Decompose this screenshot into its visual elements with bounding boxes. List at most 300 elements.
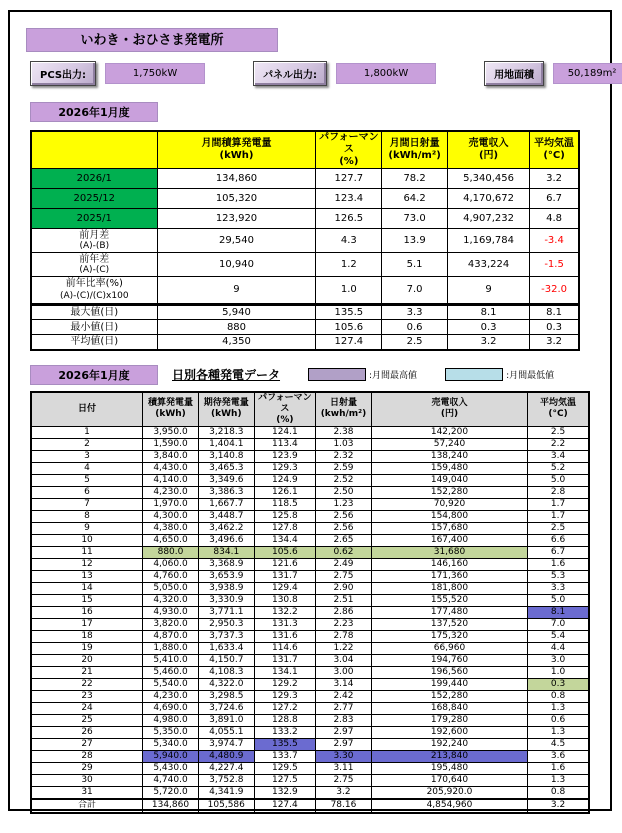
daily-row bbox=[31, 774, 589, 786]
cell: 5,940.0 bbox=[143, 750, 199, 762]
cell: 5,720.0 bbox=[143, 786, 199, 799]
cell: 3,840.0 bbox=[143, 450, 199, 462]
day-label: 21 bbox=[31, 666, 143, 678]
daily-row bbox=[31, 762, 589, 774]
day-label: 16 bbox=[31, 606, 143, 618]
day-label: 15 bbox=[31, 594, 143, 606]
cell: 2.42 bbox=[316, 690, 372, 702]
cell: 64.2 bbox=[382, 189, 448, 209]
row-label: 最大値(日) bbox=[31, 305, 157, 320]
cell: 2.90 bbox=[316, 582, 372, 594]
cell: 1.7 bbox=[528, 510, 589, 522]
cell: 4,760.0 bbox=[143, 570, 199, 582]
cell: 170,640 bbox=[371, 774, 527, 786]
corner-cell bbox=[31, 131, 157, 169]
daily-row bbox=[31, 450, 589, 462]
cell: 2.32 bbox=[316, 450, 372, 462]
row-label: 2025/1 bbox=[31, 209, 157, 229]
cell: 3.11 bbox=[316, 762, 372, 774]
cell: 132.2 bbox=[254, 606, 315, 618]
cell: 2.97 bbox=[316, 738, 372, 750]
cell: 3,465.3 bbox=[198, 462, 254, 474]
cell: 4,980.0 bbox=[143, 714, 199, 726]
daily-row bbox=[31, 582, 589, 594]
cell: 5,430.0 bbox=[143, 762, 199, 774]
cell: 2.23 bbox=[316, 618, 372, 630]
cell: 4,230.0 bbox=[143, 690, 199, 702]
cell: 3.04 bbox=[316, 654, 372, 666]
cell: 105.6 bbox=[254, 546, 315, 558]
cell: 834.1 bbox=[198, 546, 254, 558]
cell: 124.1 bbox=[254, 426, 315, 438]
cell: 133.2 bbox=[254, 726, 315, 738]
daily-row bbox=[31, 558, 589, 570]
cell: 1.0 bbox=[528, 666, 589, 678]
column-header: 月間日射量 (kWh/m²) bbox=[382, 131, 448, 169]
cell: 3,950.0 bbox=[143, 426, 199, 438]
day-label: 26 bbox=[31, 726, 143, 738]
day-label: 25 bbox=[31, 714, 143, 726]
daily-row bbox=[31, 666, 589, 678]
field-value-2: 50,189m² bbox=[553, 63, 622, 84]
cell: 4,055.1 bbox=[198, 726, 254, 738]
field-value-1: 1,800kW bbox=[336, 63, 436, 84]
cell: 4,140.0 bbox=[143, 474, 199, 486]
daily-row bbox=[31, 594, 589, 606]
cell: 167,400 bbox=[371, 534, 527, 546]
cell: 155,520 bbox=[371, 594, 527, 606]
cell: 152,280 bbox=[371, 690, 527, 702]
cell: 4,300.0 bbox=[143, 510, 199, 522]
cell: 1.3 bbox=[528, 702, 589, 714]
column-header: 平均気温 (°C) bbox=[528, 392, 589, 427]
row-label: 前年比率(%) (A)-(C)/(C)x100 bbox=[31, 277, 157, 305]
column-header: 平均気温 (°C) bbox=[530, 131, 579, 169]
cell: 5,460.0 bbox=[143, 666, 199, 678]
row-label: 2025/12 bbox=[31, 189, 157, 209]
cell: 1.6 bbox=[528, 762, 589, 774]
cell: 31,680 bbox=[371, 546, 527, 558]
daily-section-header bbox=[30, 365, 610, 385]
monthly-row bbox=[31, 320, 579, 335]
day-label: 22 bbox=[31, 678, 143, 690]
cell: 146,160 bbox=[371, 558, 527, 570]
row-label: 前年差 (A)-(C) bbox=[31, 253, 157, 277]
daily-row bbox=[31, 510, 589, 522]
cell: 5,050.0 bbox=[143, 582, 199, 594]
cell: 1.22 bbox=[316, 642, 372, 654]
cell: 3,771.1 bbox=[198, 606, 254, 618]
cell: 5,540.0 bbox=[143, 678, 199, 690]
cell: 1,169,784 bbox=[447, 229, 529, 253]
row-label: 2026/1 bbox=[31, 169, 157, 189]
daily-row bbox=[31, 546, 589, 558]
cell: 3,448.7 bbox=[198, 510, 254, 522]
cell: 1,404.1 bbox=[198, 438, 254, 450]
cell: 2.65 bbox=[316, 534, 372, 546]
cell: 3.14 bbox=[316, 678, 372, 690]
cell: 4.4 bbox=[528, 642, 589, 654]
cell: 171,360 bbox=[371, 570, 527, 582]
column-header: 積算発電量 (kWh) bbox=[143, 392, 199, 427]
day-label: 24 bbox=[31, 702, 143, 714]
daily-row bbox=[31, 799, 589, 813]
cell: 133.7 bbox=[254, 750, 315, 762]
cell: 4,430.0 bbox=[143, 462, 199, 474]
cell: 126.5 bbox=[316, 209, 382, 229]
monthly-row bbox=[31, 253, 579, 277]
cell: 1,970.0 bbox=[143, 498, 199, 510]
cell: 5.4 bbox=[528, 630, 589, 642]
cell: 1.03 bbox=[316, 438, 372, 450]
cell: 124.9 bbox=[254, 474, 315, 486]
day-label: 4 bbox=[31, 462, 143, 474]
monthly-summary-table bbox=[30, 130, 580, 351]
daily-row bbox=[31, 522, 589, 534]
day-label: 31 bbox=[31, 786, 143, 799]
cell: 127.4 bbox=[254, 799, 315, 813]
cell: 4,870.0 bbox=[143, 630, 199, 642]
cell: 3.3 bbox=[382, 305, 448, 320]
legend-monthly-max bbox=[308, 368, 417, 381]
day-label: 18 bbox=[31, 630, 143, 642]
daily-row bbox=[31, 690, 589, 702]
cell: 129.3 bbox=[254, 690, 315, 702]
daily-body bbox=[31, 426, 589, 813]
cell: 5,350.0 bbox=[143, 726, 199, 738]
day-label: 23 bbox=[31, 690, 143, 702]
field-button-1[interactable]: パネル出力: bbox=[253, 61, 327, 86]
cell: 134.4 bbox=[254, 534, 315, 546]
cell: 0.3 bbox=[528, 678, 589, 690]
cell: 3.4 bbox=[528, 450, 589, 462]
cell: -32.0 bbox=[530, 277, 579, 305]
cell: 3,298.5 bbox=[198, 690, 254, 702]
monthly-body bbox=[31, 169, 579, 350]
day-label: 6 bbox=[31, 486, 143, 498]
monthly-row bbox=[31, 305, 579, 320]
cell: 3,140.8 bbox=[198, 450, 254, 462]
cell: 2.50 bbox=[316, 486, 372, 498]
field-value-0: 1,750kW bbox=[105, 63, 205, 84]
header-fields bbox=[30, 61, 617, 86]
cell: 125.8 bbox=[254, 510, 315, 522]
cell: 154,800 bbox=[371, 510, 527, 522]
cell: 4,150.7 bbox=[198, 654, 254, 666]
cell: 57,240 bbox=[371, 438, 527, 450]
monthly-row bbox=[31, 169, 579, 189]
daily-row bbox=[31, 714, 589, 726]
day-label: 12 bbox=[31, 558, 143, 570]
cell: 1,880.0 bbox=[143, 642, 199, 654]
daily-row bbox=[31, 750, 589, 762]
cell: 2.8 bbox=[528, 486, 589, 498]
cell: 1.6 bbox=[528, 558, 589, 570]
day-label: 合計 bbox=[31, 799, 143, 813]
day-label: 1 bbox=[31, 426, 143, 438]
legend-max-swatch bbox=[308, 368, 366, 381]
cell: 168,840 bbox=[371, 702, 527, 714]
day-label: 7 bbox=[31, 498, 143, 510]
cell: 149,040 bbox=[371, 474, 527, 486]
cell: 2.52 bbox=[316, 474, 372, 486]
cell: 2.5 bbox=[528, 522, 589, 534]
cell: 13.9 bbox=[382, 229, 448, 253]
daily-header-row bbox=[31, 392, 589, 427]
monthly-row bbox=[31, 189, 579, 209]
cell: 2.97 bbox=[316, 726, 372, 738]
cell: 129.4 bbox=[254, 582, 315, 594]
cell: 2.75 bbox=[316, 774, 372, 786]
cell: 2.77 bbox=[316, 702, 372, 714]
cell: 880.0 bbox=[143, 546, 199, 558]
cell: 66,960 bbox=[371, 642, 527, 654]
cell: 134.1 bbox=[254, 666, 315, 678]
cell: 3,820.0 bbox=[143, 618, 199, 630]
day-label: 8 bbox=[31, 510, 143, 522]
cell: 73.0 bbox=[382, 209, 448, 229]
day-label: 29 bbox=[31, 762, 143, 774]
cell: 4,350 bbox=[157, 335, 316, 350]
cell: 5.2 bbox=[528, 462, 589, 474]
cell: 1.0 bbox=[316, 277, 382, 305]
cell: 2.2 bbox=[528, 438, 589, 450]
cell: 129.2 bbox=[254, 678, 315, 690]
row-label: 平均値(日) bbox=[31, 335, 157, 350]
cell: 3,938.9 bbox=[198, 582, 254, 594]
day-label: 9 bbox=[31, 522, 143, 534]
cell: 4,320.0 bbox=[143, 594, 199, 606]
daily-row bbox=[31, 618, 589, 630]
cell: 4,690.0 bbox=[143, 702, 199, 714]
cell: 2.56 bbox=[316, 522, 372, 534]
day-label: 5 bbox=[31, 474, 143, 486]
cell: 3,653.9 bbox=[198, 570, 254, 582]
field-button-0[interactable]: PCS出力: bbox=[30, 61, 96, 86]
cell: 3,349.6 bbox=[198, 474, 254, 486]
column-header: パフォーマンス (%) bbox=[316, 131, 382, 169]
cell: 1.3 bbox=[528, 774, 589, 786]
cell: 205,920.0 bbox=[371, 786, 527, 799]
cell: 10,940 bbox=[157, 253, 316, 277]
header-field-2 bbox=[484, 61, 622, 86]
daily-row bbox=[31, 486, 589, 498]
cell: 5,410.0 bbox=[143, 654, 199, 666]
cell: 134,860 bbox=[157, 169, 316, 189]
cell: 4,907,232 bbox=[447, 209, 529, 229]
cell: 5.0 bbox=[528, 474, 589, 486]
cell: 1.2 bbox=[316, 253, 382, 277]
cell: 8.1 bbox=[530, 305, 579, 320]
cell: 127.8 bbox=[254, 522, 315, 534]
cell: 3.0 bbox=[528, 654, 589, 666]
cell: 177,480 bbox=[371, 606, 527, 618]
column-header: 月間積算発電量 (kWh) bbox=[157, 131, 316, 169]
cell: 3,724.6 bbox=[198, 702, 254, 714]
cell: 131.3 bbox=[254, 618, 315, 630]
daily-row bbox=[31, 498, 589, 510]
cell: 130.8 bbox=[254, 594, 315, 606]
cell: 3.00 bbox=[316, 666, 372, 678]
daily-row bbox=[31, 438, 589, 450]
cell: 4,380.0 bbox=[143, 522, 199, 534]
monthly-row bbox=[31, 209, 579, 229]
legend-monthly-min bbox=[445, 368, 554, 381]
daily-row bbox=[31, 786, 589, 799]
cell: 3,330.9 bbox=[198, 594, 254, 606]
cell: 3,891.0 bbox=[198, 714, 254, 726]
cell: 7.0 bbox=[528, 618, 589, 630]
monthly-period-label: 2026年1月度 bbox=[30, 102, 158, 122]
cell: 1,667.7 bbox=[198, 498, 254, 510]
cell: 3.2 bbox=[447, 335, 529, 350]
cell: 3.2 bbox=[530, 169, 579, 189]
cell: 5.3 bbox=[528, 570, 589, 582]
cell: 4,170,672 bbox=[447, 189, 529, 209]
cell: 132.9 bbox=[254, 786, 315, 799]
cell: 129.5 bbox=[254, 762, 315, 774]
daily-row bbox=[31, 738, 589, 750]
daily-row bbox=[31, 642, 589, 654]
cell: 880 bbox=[157, 320, 316, 335]
cell: 3,737.3 bbox=[198, 630, 254, 642]
cell: 1.7 bbox=[528, 498, 589, 510]
header-field-0 bbox=[30, 61, 205, 86]
cell: 4,930.0 bbox=[143, 606, 199, 618]
day-label: 30 bbox=[31, 774, 143, 786]
cell: 175,320 bbox=[371, 630, 527, 642]
daily-row bbox=[31, 702, 589, 714]
cell: 4,341.9 bbox=[198, 786, 254, 799]
cell: 126.1 bbox=[254, 486, 315, 498]
daily-row bbox=[31, 606, 589, 618]
cell: 135.5 bbox=[254, 738, 315, 750]
cell: 4.5 bbox=[528, 738, 589, 750]
cell: 127.4 bbox=[316, 335, 382, 350]
daily-data-table bbox=[30, 391, 590, 814]
daily-row bbox=[31, 630, 589, 642]
cell: 121.6 bbox=[254, 558, 315, 570]
column-header: パフォーマンス (%) bbox=[254, 392, 315, 427]
day-label: 27 bbox=[31, 738, 143, 750]
cell: 196,560 bbox=[371, 666, 527, 678]
cell: 123,920 bbox=[157, 209, 316, 229]
cell: 0.3 bbox=[447, 320, 529, 335]
field-button-2[interactable]: 用地面積 bbox=[484, 61, 544, 86]
cell: 0.62 bbox=[316, 546, 372, 558]
cell: 3,386.3 bbox=[198, 486, 254, 498]
daily-row bbox=[31, 462, 589, 474]
cell: 29,540 bbox=[157, 229, 316, 253]
cell: 2.5 bbox=[382, 335, 448, 350]
day-label: 14 bbox=[31, 582, 143, 594]
daily-row bbox=[31, 534, 589, 546]
daily-row bbox=[31, 654, 589, 666]
daily-row bbox=[31, 474, 589, 486]
cell: 2.51 bbox=[316, 594, 372, 606]
cell: 195,480 bbox=[371, 762, 527, 774]
cell: 135.5 bbox=[316, 305, 382, 320]
cell: 2.49 bbox=[316, 558, 372, 570]
cell: 157,680 bbox=[371, 522, 527, 534]
daily-row bbox=[31, 570, 589, 582]
cell: 179,280 bbox=[371, 714, 527, 726]
column-header: 日付 bbox=[31, 392, 143, 427]
cell: 5,340,456 bbox=[447, 169, 529, 189]
cell: -1.5 bbox=[530, 253, 579, 277]
cell: 0.8 bbox=[528, 690, 589, 702]
cell: 2.86 bbox=[316, 606, 372, 618]
cell: 1,633.4 bbox=[198, 642, 254, 654]
day-label: 11 bbox=[31, 546, 143, 558]
cell: 199,440 bbox=[371, 678, 527, 690]
cell: 105,586 bbox=[198, 799, 254, 813]
header-field-1 bbox=[253, 61, 436, 86]
cell: 105,320 bbox=[157, 189, 316, 209]
cell: 6.7 bbox=[528, 546, 589, 558]
cell: 2.38 bbox=[316, 426, 372, 438]
daily-period-label: 2026年1月度 bbox=[30, 365, 158, 385]
day-label: 3 bbox=[31, 450, 143, 462]
cell: 137,520 bbox=[371, 618, 527, 630]
cell: 4,108.3 bbox=[198, 666, 254, 678]
cell: 131.7 bbox=[254, 654, 315, 666]
cell: 1,590.0 bbox=[143, 438, 199, 450]
cell: -3.4 bbox=[530, 229, 579, 253]
cell: 6.6 bbox=[528, 534, 589, 546]
cell: 3,496.6 bbox=[198, 534, 254, 546]
cell: 134,860 bbox=[143, 799, 199, 813]
cell: 4,480.9 bbox=[198, 750, 254, 762]
day-label: 13 bbox=[31, 570, 143, 582]
cell: 433,224 bbox=[447, 253, 529, 277]
cell: 194,760 bbox=[371, 654, 527, 666]
cell: 0.8 bbox=[528, 786, 589, 799]
cell: 4,060.0 bbox=[143, 558, 199, 570]
monthly-row bbox=[31, 277, 579, 305]
cell: 128.8 bbox=[254, 714, 315, 726]
plant-title: いわき・おひさま発電所 bbox=[26, 28, 278, 52]
cell: 113.4 bbox=[254, 438, 315, 450]
cell: 127.7 bbox=[316, 169, 382, 189]
cell: 127.2 bbox=[254, 702, 315, 714]
cell: 2.59 bbox=[316, 462, 372, 474]
cell: 1.23 bbox=[316, 498, 372, 510]
cell: 78.16 bbox=[316, 799, 372, 813]
cell: 159,480 bbox=[371, 462, 527, 474]
daily-row bbox=[31, 426, 589, 438]
day-label: 28 bbox=[31, 750, 143, 762]
cell: 4,227.4 bbox=[198, 762, 254, 774]
cell: 2.75 bbox=[316, 570, 372, 582]
column-header: 売電収入 (円) bbox=[447, 131, 529, 169]
cell: 213,840 bbox=[371, 750, 527, 762]
cell: 0.6 bbox=[382, 320, 448, 335]
row-label: 最小値(日) bbox=[31, 320, 157, 335]
daily-row bbox=[31, 726, 589, 738]
day-label: 2 bbox=[31, 438, 143, 450]
cell: 8.1 bbox=[528, 606, 589, 618]
cell: 138,240 bbox=[371, 450, 527, 462]
cell: 5,940 bbox=[157, 305, 316, 320]
cell: 9 bbox=[157, 277, 316, 305]
daily-table-title: 日別各種発電データ bbox=[172, 368, 281, 382]
cell: 3,974.7 bbox=[198, 738, 254, 750]
cell: 4.8 bbox=[530, 209, 579, 229]
cell: 2.56 bbox=[316, 510, 372, 522]
cell: 181,800 bbox=[371, 582, 527, 594]
cell: 192,600 bbox=[371, 726, 527, 738]
